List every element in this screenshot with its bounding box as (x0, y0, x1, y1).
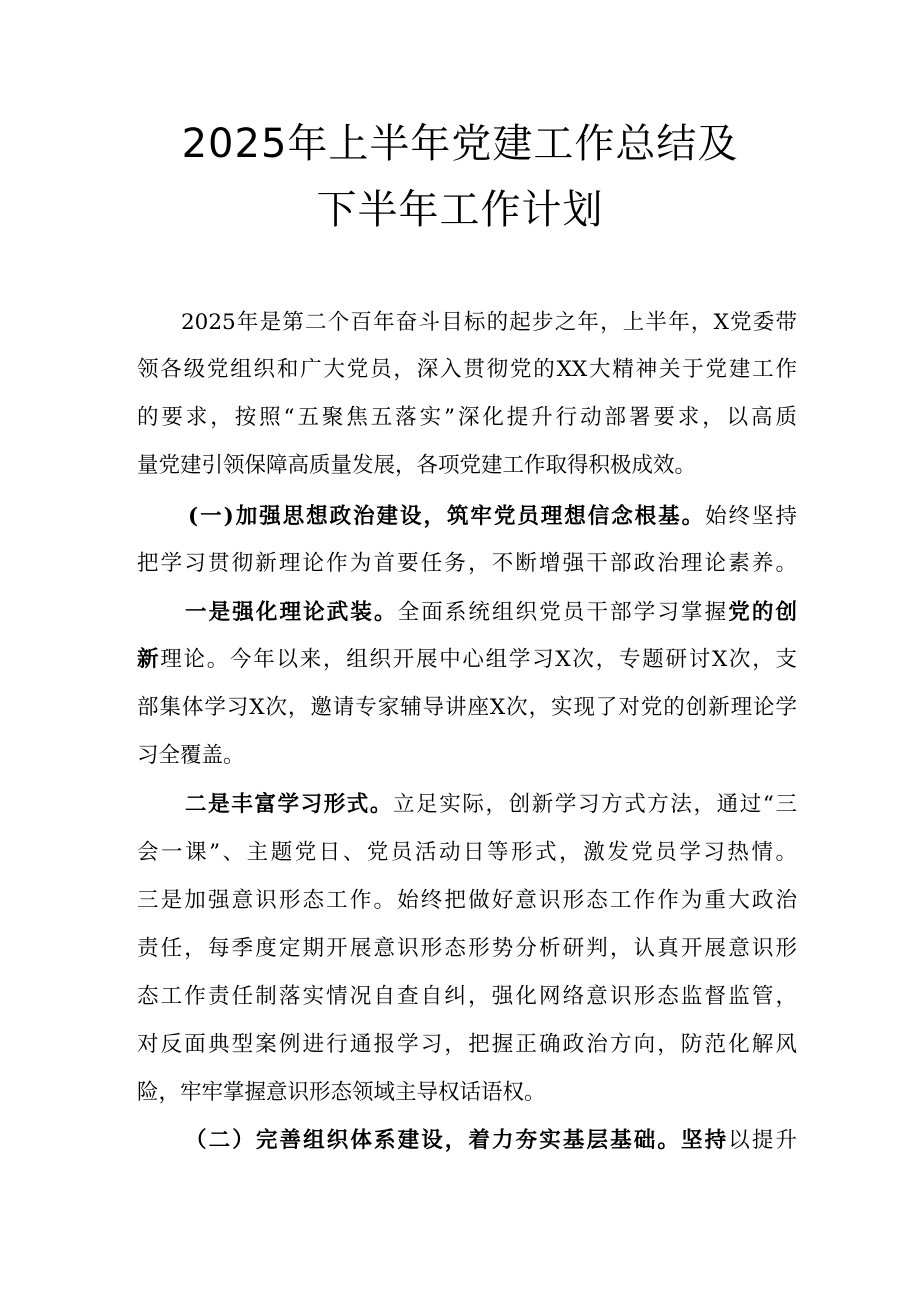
paragraph-3-line-2 (137, 645, 797, 675)
document-title-line-1: 2025年上半年党建工作总结及 (181, 121, 739, 167)
paragraph-2-line-1 (188, 502, 797, 532)
paragraph-1-line-3: 的要求，按照“五聚焦五落实”深化提升行动部署要求，以高质 (137, 405, 797, 430)
paragraph-1-line-2: 领各级党组织和广大党员，深入贯彻党的XX大精神关于党建工作 (137, 357, 797, 382)
paragraph-5-heading: （二）完善组织体系建设，着力夯实基层基础。坚持 (185, 1128, 729, 1153)
paragraph-2-line-2: 把学习贯彻新理论作为首要任务，不断增强干部政治理论素养。 (137, 551, 797, 576)
paragraph-3-line-4: 习全覆盖。 (137, 743, 245, 768)
paragraph-4-line-6: 对反面典型案例进行通报学习，把握正确政治方向，防范化解风 (137, 1032, 797, 1057)
paragraph-3-line-2-bold-head: 新 (137, 647, 161, 672)
paragraph-4-line-2: 会一课”、主题党日、党员活动日等形式，激发党员学习热情。 (137, 840, 797, 865)
paragraph-3-line-1 (185, 598, 797, 628)
paragraph-4-line-1-text: 立足实际，创新学习方式方法，通过“三 (393, 792, 797, 817)
document-title-line-2: 下半年工作计划 (316, 187, 604, 233)
paragraph-5-line-1 (185, 1126, 797, 1156)
paragraph-4-line-3: 三是加强意识形态工作。始终把做好意识形态工作作为重大政治 (137, 888, 797, 913)
paragraph-4-heading: 二是丰富学习形式。 (185, 792, 394, 817)
paragraph-3-line-1-text: 全面系统组织党员干部学习掌握 (397, 600, 729, 625)
paragraph-3-line-3: 部集体学习X次，邀请专家辅导讲座X次，实现了对党的创新理论学 (137, 695, 797, 720)
paragraph-4-line-4: 责任，每季度定期开展意识形态形势分析研判，认真开展意识形 (137, 936, 797, 961)
paragraph-4-line-1 (185, 790, 797, 820)
paragraph-1-line-1: 2025年是第二个百年奋斗目标的起步之年，上半年，X党委带 (181, 310, 797, 335)
paragraph-4-line-5: 态工作责任制落实情况自查自纠，强化网络意识形态监督监管， (137, 984, 797, 1009)
paragraph-5-line-1-text: 以提升 (728, 1128, 797, 1153)
paragraph-3-line-1-bold-tail: 党的创 (728, 600, 797, 625)
paragraph-2-line-1-text: 始终坚持 (705, 504, 797, 529)
paragraph-3-line-2-text: 理论。今年以来，组织开展中心组学习X次，专题研讨X次，支 (160, 647, 797, 672)
paragraph-3-heading: 一是强化理论武装。 (185, 600, 398, 625)
paragraph-4-line-7: 险，牢牢掌握意识形态领域主导权话语权。 (137, 1080, 546, 1105)
paragraph-2-heading: (一)加强思想政治建设，筑牢党员理想信念根基。 (188, 504, 706, 529)
paragraph-1-line-4: 量党建引领保障高质量发展，各项党建工作取得积极成效。 (137, 453, 697, 478)
